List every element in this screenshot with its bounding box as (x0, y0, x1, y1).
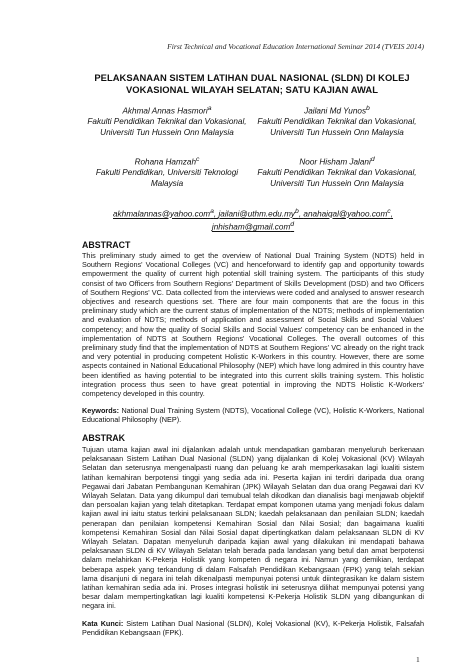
page-number: 1 (416, 655, 420, 664)
email-sup: a (210, 208, 214, 215)
author-name: Jailani Md Yunos (304, 106, 367, 116)
paper-title (78, 72, 426, 96)
abstrak-heading: ABSTRAK (82, 433, 126, 443)
author-name: Noor Hisham Jalani (299, 157, 371, 167)
author-affiliation: Fakulti Pendidikan Teknikal dan Vokasional, Universiti Tun Hussein Onn Malaysia (87, 117, 247, 137)
author-block-3 (82, 155, 252, 189)
title-line-2: VOKASIONAL WILAYAH SELATAN; SATU KAJIAN AWAL (125, 84, 379, 95)
author-sup: a (207, 105, 212, 112)
author-block-1 (82, 104, 252, 138)
author-sup: b (366, 105, 370, 112)
keywords-label: Keywords: (82, 406, 120, 415)
author-sup: d (370, 156, 375, 163)
keywords-text: National Dual Training System (NDTS), Vocational College (VC), Holistic K-Workers, National Educational Philosophy (NEP). (82, 406, 424, 425)
author-affiliation: Fakulti Pendidikan Teknikal dan Vokasional, Universiti Tun Hussein Onn Malaysia (257, 117, 417, 137)
author-block-4 (252, 155, 422, 189)
email-sup: c (387, 208, 391, 215)
author-name: Akhmal Annas Hasmori (122, 106, 208, 116)
author-affiliation: Fakulti Pendidikan, Universiti Teknologi Malaysia (95, 168, 239, 188)
abstract-body: This preliminary study aimed to get the overview of National Dual Training System (NDTS) held in Southern Regions' Vocational Colleges (VC) and henceforward to identify gap and opportunity towards empowerment the quality of current high potential skill training system. The participants of this study consist of two Officers from Southern Regions' Department of Skills Development (DSD) and two Officers of Southern Regions' VC. Data collected from the interviews were coded and analysed to answer research objectives and research questions set. There are four main components that are the focus in this preliminary study which are the current status of implementation of the NDTS; methods of implementation and evaluation of NDTS; methods of application and assessment of Social Skills and Social Values' competency; and how the quality of Social Skills and Social Values' competency can be enhanced in the implementation of NDTS at Southern Regions' Vocational Colleges. The overall outcomes of this preliminary study find that the implementation of NDTS at Southern Regions' VC already on the right track and very potential in producing competent Holistic K-Workers in this country. However, there are some aspects contained in National Educational Philosophy (NEP) which have long admired in this country have been identified as having potential to be integrated into this current skills training system. This holistic integration process thus seen to have great potential in improving the NDTS Holistic K-Workers' competency developed in this country. (82, 251, 424, 399)
kata-kunci-text: Sistem Latihan Dual Nasional (SLDN), Kolej Vokasional (KV), K-Pekerja Holistik, Falsafah Pendidikan Kebangsaan (FPK). (82, 619, 424, 638)
email-sup: d (290, 221, 295, 229)
author-block-2 (252, 104, 422, 138)
abstrak-body: Tujuan utama kajian awal ini dijalankan adalah untuk mendapatkan gambaran menyeluruh berkenaan pelaksanaan Sistem Latihan Dual Nasional (SLDN) yang dijalankan di Kolej Vokasional (KV) Wilayah Selatan dan seterusnya mengenalpasti ruang dan peluang ke arah memperkasakan lagi kualiti sistem latihan kemahiran berpotensi tinggi yang sedia ada ini. Peserta kajian ini terdiri daripada dua orang Pegawai dari Jabatan Pembangunan Kemahiran (JPK) Wilayah Selatan dan dua orang Pegawai dari KV Wilayah Selatan. Data yang dikumpul dari temubual telah dikodkan dan dianalisis bagi menjawab objektif dan persoalan kajian yang telah ditetapkan. Terdapat empat komponen utama yang menjadi fokus dalam kajian awal ini iaitu status terkini pelaksanaan SLDN; kaedah pelaksanaan dan penilaian SLDN; kaedah penerapan dan penilaian kompetensi Kemahiran Sosial dan Nilai Sosial; dan bagaimana kualiti kompetensi Kemahiran Sosial dan Nilai Sosial dapat dipertingkatkan dalam pelaksanaan SLDN di KV Wilayah Selatan. Dapatan menyeluruh daripada kajian awal yang dilakukan ini mendapati bahawa pelaksanaan SLDN di KV Wilayah Selatan telah berada pada landasan yang betul dan amat berpotensi dalam melahirkan K-Pekerja Holistik yang kompeten di negara ini. Namun yang demikian, terdapat beberapa aspek yang terkandung di dalam Falsafah Pendidikan Kebangsaan (FPK) yang telah sekian lama disanjuni di negara ini telah dikenalpasti mempunyai potensi untuk diintegrasikan ke dalam sistem latihan kemahiran sedia ada ini. Proses integrasi holistik ini seterusnya dilihat mempunyai potensi yang besar dalam mempertingkatkan lagi kualiti kompetensi K-Pekerja Holistik SLDN yang dibangunkan di negara ini. (82, 445, 424, 611)
author-name: Rohana Hamzah (134, 157, 197, 167)
email-link[interactable]: jnhisham@gmail.com (211, 222, 291, 232)
title-line-1: PELAKSANAAN SISTEM LATIHAN DUAL NASIONAL (SLDN) DI KOLEJ (94, 72, 410, 83)
author-affiliation: Fakulti Pendidikan Teknikal dan Vokasional, Universiti Tun Hussein Onn Malaysia (257, 168, 417, 188)
kata-kunci-label: Kata Kunci: (82, 619, 124, 628)
kata-kunci (82, 619, 424, 637)
keywords (82, 406, 424, 424)
email-link[interactable]: anahaiqal@yahoo.com (303, 209, 388, 219)
author-sup: c (196, 156, 200, 163)
email-link[interactable]: jailani@uthm.edu.my (218, 209, 296, 219)
email-link[interactable]: akhmalannas@yahoo.com (113, 209, 211, 219)
running-head: First Technical and Vocational Education International Seminar 2014 (TVEIS 2014) (167, 42, 424, 51)
abstract-heading: ABSTRACT (82, 240, 131, 250)
email-sup: b (295, 208, 299, 215)
author-emails: akhmalannas@yahoo.com$^a$, $jailani@uthm.edu.my^b$, anahaiqal@yahoo.com$^c$, jnhisham@gmail.com$^d$ (113, 208, 393, 232)
